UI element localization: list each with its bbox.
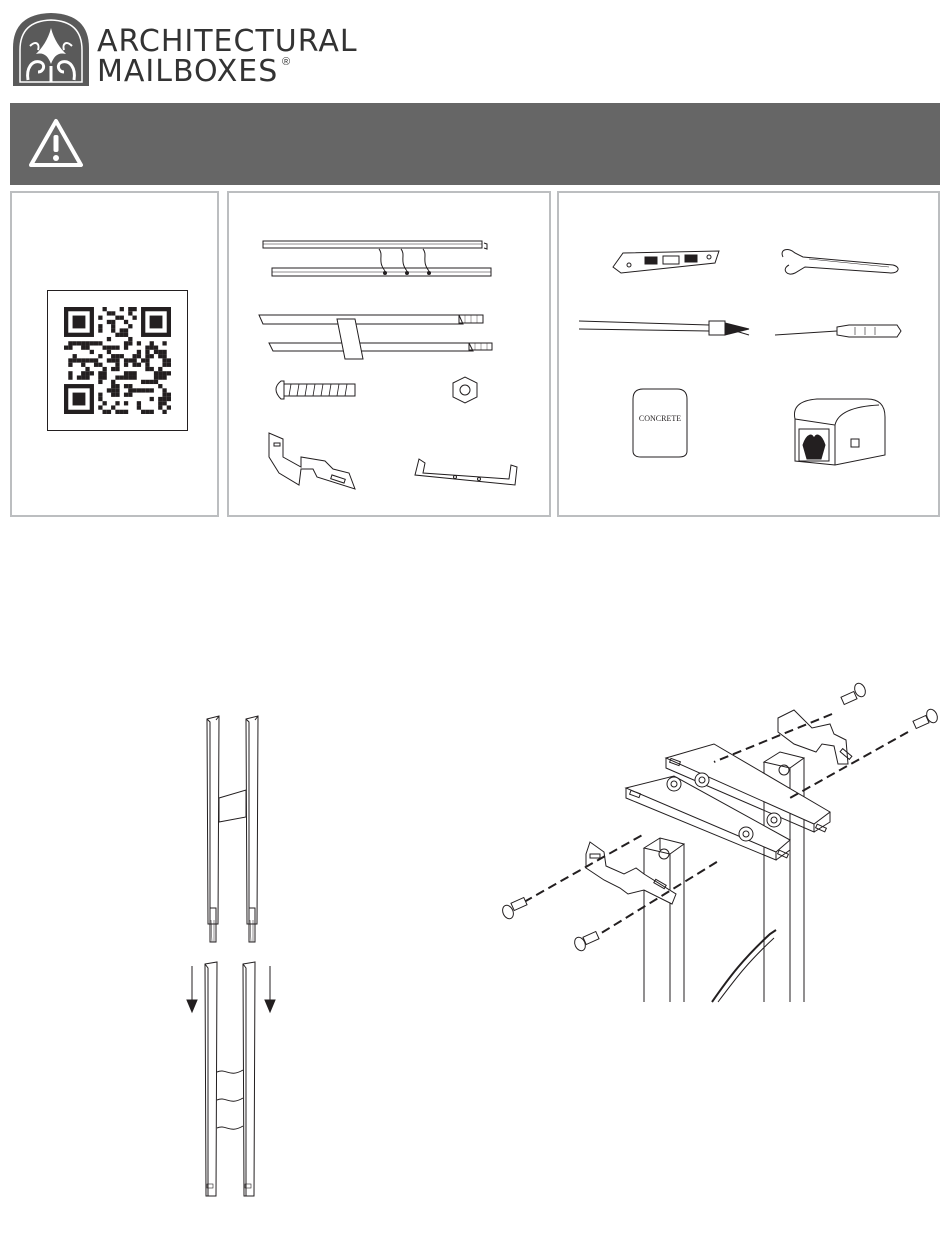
tools-panel — [557, 191, 940, 517]
nut-2 — [695, 773, 709, 787]
bolt-1 — [841, 682, 867, 705]
lower-left-sleeve — [205, 962, 217, 1196]
upper-left-post — [207, 716, 219, 942]
lower-right-sleeve — [243, 962, 255, 1196]
qr-panel — [10, 191, 219, 517]
post-pair-upper — [263, 241, 491, 276]
offset-bracket — [269, 433, 355, 489]
qr-code[interactable] — [64, 307, 171, 414]
brand-name-line-1: ARCHITECTURAL — [97, 24, 358, 59]
step-2-figure — [494, 676, 950, 1006]
upper-right-post — [246, 716, 258, 942]
rebar-1 — [217, 1070, 243, 1073]
step-1-figure — [180, 712, 290, 1200]
bolt-3 — [501, 897, 527, 920]
parts-panel — [227, 191, 551, 517]
bolt-2 — [913, 708, 939, 729]
nut-1 — [667, 777, 681, 791]
warning-icon — [27, 117, 85, 169]
left-post — [644, 838, 684, 1002]
warning-bar — [10, 103, 940, 185]
brand-name-line-2: MAILBOXES — [97, 54, 279, 89]
bolt-4 — [573, 931, 599, 952]
hex-nut — [453, 377, 477, 403]
crossbar — [219, 790, 246, 822]
rebar-2 — [217, 1098, 243, 1101]
post-pair-lower — [259, 315, 492, 359]
rebar-3 — [217, 1126, 243, 1129]
nut-3 — [739, 827, 753, 841]
down-arrow-left-icon — [187, 966, 197, 1012]
flat-bracket — [415, 459, 517, 485]
logo-icon — [10, 10, 92, 88]
nut-4 — [767, 813, 781, 827]
rebar-curve — [712, 930, 776, 1002]
registered-mark: ® — [282, 56, 291, 68]
concrete-bag-label: CONCRETE — [638, 414, 682, 423]
concrete-bag-label-layer — [559, 193, 938, 515]
carriage-bolt — [276, 381, 355, 399]
down-arrow-right-icon — [265, 966, 275, 1012]
qr-code-frame[interactable] — [47, 290, 188, 431]
parts-illustration — [229, 193, 549, 515]
